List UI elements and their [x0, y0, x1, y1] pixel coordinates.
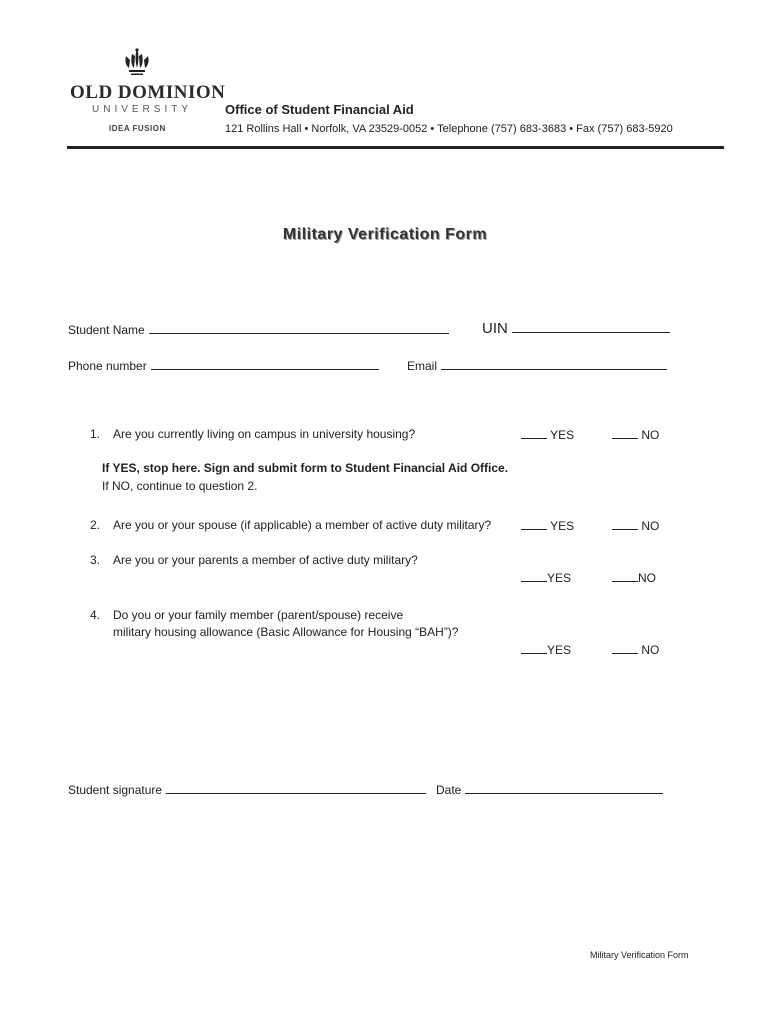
q3-yes-label: YES — [547, 571, 572, 585]
q3-no-option[interactable] — [612, 570, 656, 585]
q2-yes-label: YES — [550, 519, 575, 533]
q3-no-blank[interactable] — [612, 570, 638, 582]
student-name-label: Student Name — [68, 323, 145, 337]
question-1-text: Are you currently living on campus in university housing? — [113, 427, 416, 441]
office-title: Office of Student Financial Aid — [225, 102, 414, 117]
question-2-text: Are you or your spouse (if applicable) a member of active duty military? — [113, 518, 492, 532]
q4-no-option[interactable] — [612, 642, 659, 657]
logo-university: UNIVERSITY — [92, 104, 193, 115]
header-divider — [67, 146, 724, 149]
q1-no-blank[interactable] — [612, 427, 638, 439]
office-address: 121 Rollins Hall • Norfolk, VA 23529-0052 • Telephone (757) 683-3683 • Fax (757) 683-5920 — [225, 123, 673, 135]
q1-yes-option[interactable] — [521, 427, 574, 442]
student-name-field[interactable] — [149, 321, 449, 334]
q1-no-option[interactable] — [612, 427, 659, 442]
uin-row — [482, 318, 670, 337]
email-label: Email — [407, 359, 438, 373]
q3-no-label: NO — [638, 571, 656, 585]
email-field[interactable] — [441, 357, 667, 370]
q2-no-blank[interactable] — [612, 518, 638, 530]
question-1-number: 1. — [90, 427, 101, 441]
question-4-text-line1: Do you or your family member (parent/spouse) receive — [113, 608, 404, 622]
date-label: Date — [436, 783, 462, 797]
email-row — [407, 357, 667, 373]
note-stop-here: If YES, stop here. Sign and submit form to Student Financial Aid Office. — [102, 461, 509, 475]
q3-yes-blank[interactable] — [521, 570, 547, 582]
q4-no-blank[interactable] — [612, 642, 638, 654]
uin-field[interactable] — [512, 318, 670, 333]
q4-yes-blank[interactable] — [521, 642, 547, 654]
date-field[interactable] — [465, 781, 663, 794]
question-3-text: Are you or your parents a member of active duty military? — [113, 553, 418, 567]
logo-wordmark: OLD DOMINION — [70, 82, 226, 103]
q4-no-label: NO — [641, 643, 660, 657]
q4-yes-label: YES — [547, 643, 572, 657]
q4-yes-option[interactable] — [521, 642, 571, 657]
crown-logo-icon — [120, 46, 154, 78]
q1-yes-blank[interactable] — [521, 427, 547, 439]
q3-yes-option[interactable] — [521, 570, 571, 585]
page-footer: Military Verification Form — [590, 950, 689, 960]
signature-field[interactable] — [166, 781, 426, 794]
form-title: Military Verification Form — [282, 226, 488, 243]
signature-row — [68, 781, 426, 797]
question-2-number: 2. — [90, 518, 101, 532]
question-3-number: 3. — [90, 553, 101, 567]
q2-yes-option[interactable] — [521, 518, 574, 533]
q2-no-label: NO — [641, 519, 660, 533]
date-row — [436, 781, 663, 797]
signature-label: Student signature — [68, 783, 163, 797]
logo-tagline: IDEA FUSION — [109, 124, 166, 133]
phone-row — [68, 357, 379, 373]
phone-label: Phone number — [68, 359, 147, 373]
q1-no-label: NO — [641, 428, 660, 442]
q2-no-option[interactable] — [612, 518, 659, 533]
uin-label: UIN — [482, 320, 508, 337]
student-name-row — [68, 321, 449, 337]
question-4-text-line2: military housing allowance (Basic Allowance for Housing “BAH”)? — [113, 625, 459, 639]
note-continue: If NO, continue to question 2. — [102, 479, 258, 493]
q2-yes-blank[interactable] — [521, 518, 547, 530]
question-4-number: 4. — [90, 608, 101, 622]
phone-field[interactable] — [151, 357, 379, 370]
q1-yes-label: YES — [550, 428, 575, 442]
